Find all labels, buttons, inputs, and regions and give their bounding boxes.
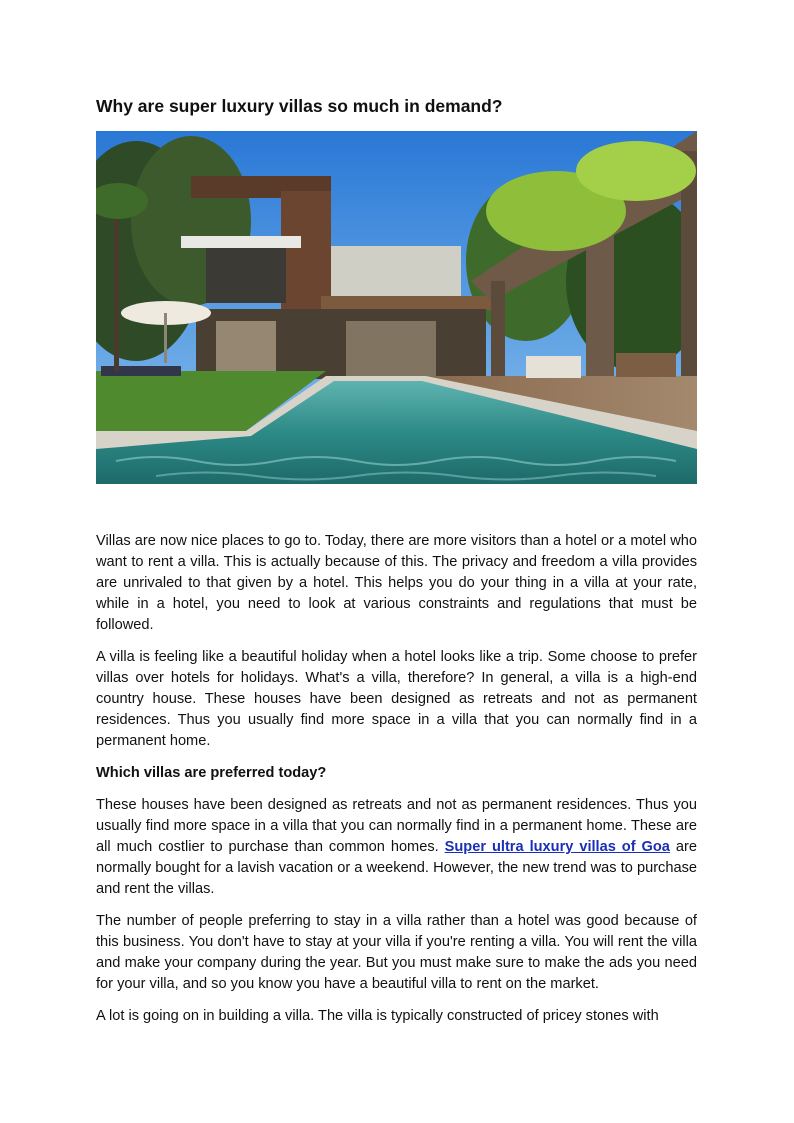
paragraph: The number of people preferring to stay in a villa rather than a hotel was good because of this business. You don't have to stay at your villa if you're renting a villa. You will rent the villa and make your company during the year. But you must make sure to make the ads you need for your villa, and so you know you have a beautiful villa to rent on the market. xyxy=(96,913,697,992)
villa-photo-icon xyxy=(96,131,697,484)
paragraph: A lot is going on in building a villa. The villa is typically constructed of pricey stones with xyxy=(96,1008,659,1024)
article-body xyxy=(96,531,697,1038)
section-heading: Which villas are preferred today? xyxy=(96,765,327,781)
paragraph: Villas are now nice places to go to. Today, there are more visitors than a hotel or a motel who want to rent a villa. This is actually because of this. The privacy and freedom a villa provides are unrivaled to that given by a hotel. This helps you do your thing in a villa at your rate, while in a hotel, you need to look at various constraints and regulations that must be followed. xyxy=(96,533,697,633)
paragraph-text: These houses have been designed as retreats and not as permanent residences. Thus you usually find more space in a villa that you can normally find in a permanent home. These are all much costlier to purchase than common homes. xyxy=(96,797,697,855)
paragraph-text: are normally bought for a lavish vacation or a weekend. However, the new trend was to purchase and rent the villas. xyxy=(96,839,697,897)
goa-villas-link[interactable]: Super ultra luxury villas of Goa xyxy=(444,839,670,855)
paragraph xyxy=(96,795,697,900)
paragraph: A villa is feeling like a beautiful holiday when a hotel looks like a trip. Some choose to prefer villas over hotels for holidays. What's a villa, therefore? In general, a villa is a high-end country house. These houses have been designed as retreats and not as permanent residences. Thus you usually find more space in a villa that you can normally find in a permanent home. xyxy=(96,649,697,749)
page-title: Why are super luxury villas so much in demand? xyxy=(96,96,503,116)
